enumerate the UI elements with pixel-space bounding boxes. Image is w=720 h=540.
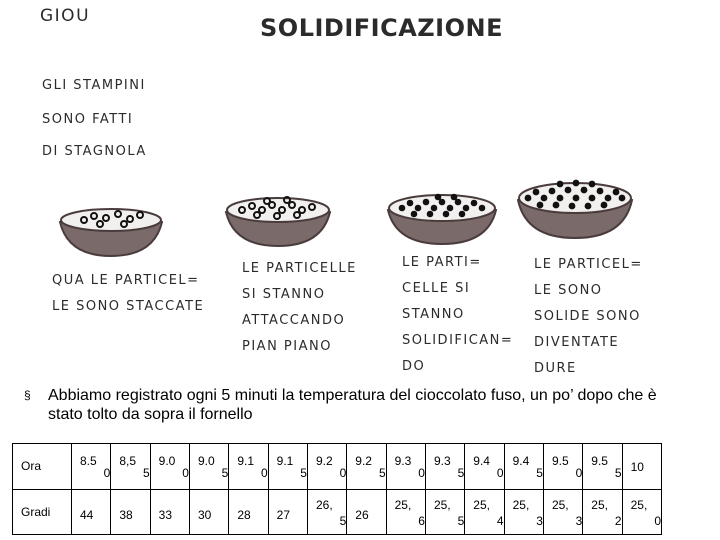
cell-value: 5 — [300, 466, 307, 480]
cell-value: 30 — [197, 507, 212, 522]
cell-value: 5 — [339, 513, 347, 528]
caption-line: CELLE SI — [402, 281, 471, 296]
table-cell — [543, 489, 582, 535]
cell-value: 0 — [103, 466, 111, 480]
cell-value: 26, — [315, 497, 333, 512]
table-cell — [465, 489, 504, 535]
table-row-gradi — [13, 489, 662, 535]
caption-line: LE PARTICEL= — [534, 257, 643, 272]
table-cell — [386, 444, 425, 490]
cell-value: 9.1 — [276, 454, 294, 468]
cell-value: 0 — [496, 466, 504, 480]
cell-value: 9.4 — [512, 454, 530, 468]
table-cell — [347, 444, 386, 490]
cell-value: 9.5 — [591, 454, 608, 468]
cell-value: 5 — [142, 466, 150, 480]
cell-value: 25, — [512, 497, 530, 512]
caption-line: ATTACCANDO — [242, 313, 346, 328]
caption-line: STANNO — [402, 307, 465, 322]
cell-value: 0 — [654, 513, 661, 528]
table-cell — [622, 444, 661, 490]
table-cell — [189, 444, 228, 490]
cell-value: 28 — [237, 507, 251, 522]
table-cell — [268, 444, 307, 490]
cell-value: 0 — [182, 466, 189, 480]
cell-value: 0 — [260, 466, 268, 480]
table-cell — [583, 444, 622, 490]
row-header-ora: Ora — [13, 444, 72, 490]
cell-value: 3 — [536, 513, 543, 528]
table-cell — [111, 444, 150, 490]
cell-value: 4 — [496, 513, 504, 528]
cell-value: 5 — [221, 466, 229, 480]
caption-line: DO — [402, 359, 426, 374]
cell-value: 0 — [418, 466, 425, 480]
bowl-1-drawing — [56, 200, 166, 260]
cell-value: 9.1 — [237, 454, 254, 468]
table-cell — [229, 444, 268, 490]
bowl-3-drawing — [384, 184, 500, 248]
table-cell — [72, 489, 111, 535]
caption-line: PIAN PIANO — [242, 339, 332, 354]
caption-line: LE PARTI= — [402, 255, 482, 270]
cell-value: 0 — [339, 466, 347, 480]
cell-value: 5 — [378, 466, 386, 480]
cell-value: 9.5 — [551, 454, 569, 468]
caption-line: DURE — [534, 361, 577, 376]
cell-value: 5 — [614, 466, 622, 480]
row-header-gradi: Gradi — [13, 489, 72, 535]
caption-line: LE SONO STACCATE — [52, 299, 205, 314]
caption-line: LE PARTICELLE — [242, 261, 357, 276]
caption-bowl-1 — [52, 268, 204, 320]
table-cell — [150, 489, 189, 535]
caption-line: DIVENTATE — [534, 335, 620, 350]
note-line-1: GLI STAMPINI — [42, 78, 146, 93]
cell-value: 25, — [473, 497, 490, 512]
table-cell — [425, 489, 464, 535]
bowl-2-drawing — [222, 188, 334, 250]
cell-value: 9.2 — [315, 454, 333, 468]
caption-line: SOLIDIFICAN= — [402, 333, 514, 348]
table-row-ora — [13, 444, 662, 490]
cell-value: 9.4 — [473, 454, 490, 468]
bowl-4-drawing — [514, 170, 636, 242]
cell-value: 9.0 — [158, 454, 176, 468]
note-line-3: DI STAGNOLA — [42, 144, 147, 159]
table-cell — [583, 489, 622, 535]
cell-value: 27 — [276, 507, 290, 522]
table-cell — [307, 444, 346, 490]
cell-value: 9.0 — [197, 454, 215, 468]
cell-value: 3 — [575, 513, 583, 528]
table-cell — [543, 444, 582, 490]
table-cell — [111, 489, 150, 535]
note-line-2: SONO FATTI — [42, 112, 134, 127]
caption-line: QUA LE PARTICEL= — [52, 273, 200, 288]
bullet-text: Abbiamo registrato ogni 5 minuti la temperatura del cioccolato fuso, un po’ dopo che è stato tolto da sopra il fornello — [48, 387, 657, 423]
cell-value: 9.3 — [394, 454, 412, 468]
caption-line: SI STANNO — [242, 287, 326, 302]
cell-value: 0 — [575, 466, 583, 480]
cell-value: 25, — [591, 497, 608, 512]
table-cell — [504, 444, 543, 490]
cell-value: 9.2 — [355, 454, 372, 468]
table-cell — [150, 444, 189, 490]
table-cell — [189, 489, 228, 535]
cell-value: 33 — [158, 507, 173, 522]
cell-value: 10 — [630, 460, 644, 474]
caption-line: SOLIDE SONO — [534, 309, 641, 324]
drawing-title: SOLIDIFICAZIONE — [260, 14, 503, 42]
table-cell — [425, 444, 464, 490]
cell-value: 8.5 — [80, 454, 97, 468]
cell-value: 38 — [119, 507, 133, 522]
table-cell — [504, 489, 543, 535]
table-cell — [229, 489, 268, 535]
caption-bowl-3 — [402, 250, 513, 380]
bullet-paragraph — [24, 386, 684, 424]
cell-value: 5 — [536, 466, 543, 480]
table-cell — [307, 489, 346, 535]
temperature-table — [12, 443, 662, 535]
cell-value: 25, — [630, 497, 648, 512]
cell-value: 5 — [457, 513, 465, 528]
cell-value: 25, — [551, 497, 569, 512]
caption-bowl-4 — [534, 252, 643, 382]
cell-value: 5 — [457, 466, 465, 480]
table-cell — [622, 489, 661, 535]
cell-value: 9.3 — [433, 454, 451, 468]
bullet-icon: § — [24, 388, 31, 402]
cell-value: 25, — [394, 497, 412, 512]
author-name: GIOU — [40, 6, 91, 26]
cell-value: 44 — [80, 507, 94, 522]
cell-value: 2 — [614, 513, 622, 528]
table-cell — [465, 444, 504, 490]
cell-value: 25, — [433, 497, 451, 512]
table-cell — [268, 489, 307, 535]
cell-value: 26 — [355, 507, 369, 522]
cell-value: 8,5 — [119, 454, 137, 468]
cell-value: 6 — [418, 513, 425, 528]
table-cell — [347, 489, 386, 535]
caption-bowl-2 — [242, 256, 357, 360]
caption-line: LE SONO — [534, 283, 603, 298]
table-cell — [72, 444, 111, 490]
table-cell — [386, 489, 425, 535]
